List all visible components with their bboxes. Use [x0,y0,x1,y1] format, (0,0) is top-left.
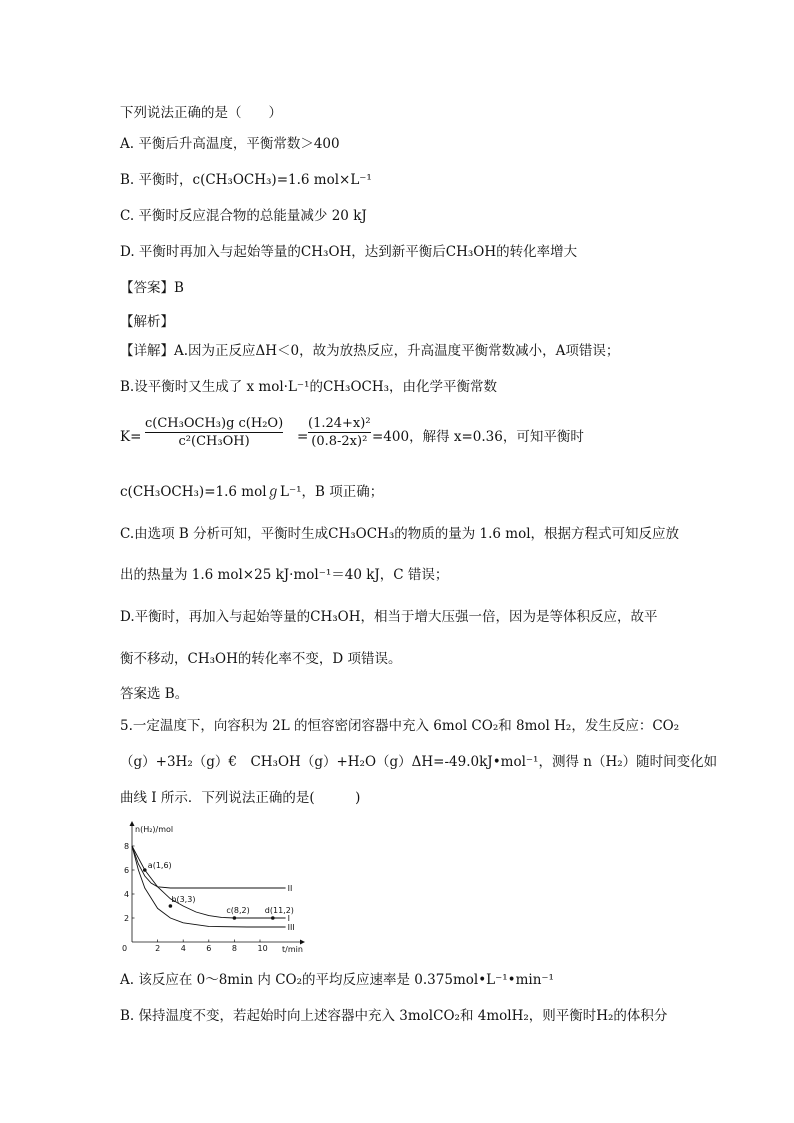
explanation-b: B.设平衡时又生成了 x mol·L⁻¹的CH₃OCH₃，由化学平衡常数 [120,379,498,395]
option-5a: A. 该反应在 0～8min 内 CO₂的平均反应速率是 0.375mol•L⁻¹•min⁻¹ [120,972,554,988]
option-5b: B. 保持温度不变，若起始时向上述容器中充入 3molCO₂和 4molH₂，则平衡时H₂的体积分 [120,1008,668,1024]
x-axis-arrow [300,940,305,945]
option-b: B. 平衡时，c(CH₃OCH₃)=1.6 mol×L⁻¹ [120,172,372,188]
answer-label: 【答案】B [120,280,184,296]
x-tick-label: 0 [122,944,128,953]
explanation-c: C.由选项 B 分析可知，平衡时生成CH₃OCH₃的物质的量为 1.6 mol，根据方程式可知反应放 [120,526,680,542]
explanation-d: D.平衡时，再加入与起始等量的CH₃OH，相当于增大压强一倍，因为是等体积反应，故平 [120,609,658,625]
series-label-I: I [287,914,290,923]
final-answer: 答案选 B。 [120,686,189,702]
option-a: A. 平衡后升高温度，平衡常数＞400 [120,136,340,152]
data-point-label: c(8,2) [226,906,250,915]
explanation-a: 【详解】A.因为正反应ΔH＜0，故为放热反应，升高温度平衡常数减小，A项错误； [120,343,620,359]
x-tick-label: 2 [155,944,161,953]
option-c: C. 平衡时反应混合物的总能量减少 20 kJ [120,208,367,224]
question-5-prompt: 曲线 I 所示．下列说法正确的是( ) [120,790,361,806]
x-tick-label: 4 [180,944,186,953]
h2-time-chart [118,818,308,958]
y-tick-label: 8 [124,842,130,851]
series-line-III [132,846,286,927]
question-5-equation: （g）+3H₂（g）€ CH₃OH（g）+H₂O（g）ΔH=-49.0kJ•mol⁻¹，测得 n（H₂）随时间变化如 [120,754,718,770]
series-line-I [132,846,286,918]
data-point-label: a(1,6) [147,861,172,870]
k-denominator-2: (0.8-2x)² [311,434,368,449]
x-axis-label: t/min [282,945,303,954]
data-point [169,904,173,908]
k-numerator-1: c(CH₃OCH₃)g c(H₂O) [145,416,284,431]
y-axis-label: n(H₂)/mol [135,825,174,834]
x-tick-label: 8 [231,944,237,953]
x-tick-label: 6 [206,944,212,953]
equilibrium-k-prefix: K= [120,429,142,445]
k-result: =400，解得 x=0.36，可知平衡时 [372,429,584,445]
data-point-label: b(3,3) [171,895,196,904]
data-point [143,868,147,872]
data-point [233,916,237,920]
y-tick-label: 2 [124,914,130,923]
k-numerator-2: (1.24+x)² [308,416,371,431]
question-stem: 下列说法正确的是（ ） [120,105,282,121]
option-d: D. 平衡时再加入与起始等量的CH₃OH，达到新平衡后CH₃OH的转化率增大 [120,244,578,260]
k-fraction-1 [145,416,283,449]
data-point [271,916,275,920]
series-label-III: III [287,923,295,932]
k-fraction-2 [308,416,371,449]
series-label-II: II [287,884,293,893]
analysis-label: 【解析】 [120,314,174,330]
y-tick-label: 4 [124,890,130,899]
explanation-c-heat: 出的热量为 1.6 mol×25 kJ·mol⁻¹＝40 kJ，C 错误； [120,567,449,583]
explanation-d-cont: 衡不移动，CH₃OH的转化率不变，D 项错误。 [120,651,402,667]
y-tick-label: 6 [124,866,130,875]
explanation-b-result: c(CH₃OCH₃)=1.6 molℊL⁻¹，B 项正确； [120,484,384,500]
x-tick-label: 10 [257,944,268,953]
question-5-stem: 5.一定温度下，向容积为 2L 的恒容密闭容器中充入 6mol CO₂和 8mol H₂，发生反应：CO₂ [120,718,680,734]
y-axis-arrow [130,821,135,826]
k-denominator-1: c²(CH₃OH) [178,434,250,449]
chart-axes [130,821,306,954]
k-equals: = [297,429,309,445]
data-point-label: d(11,2) [264,906,294,915]
